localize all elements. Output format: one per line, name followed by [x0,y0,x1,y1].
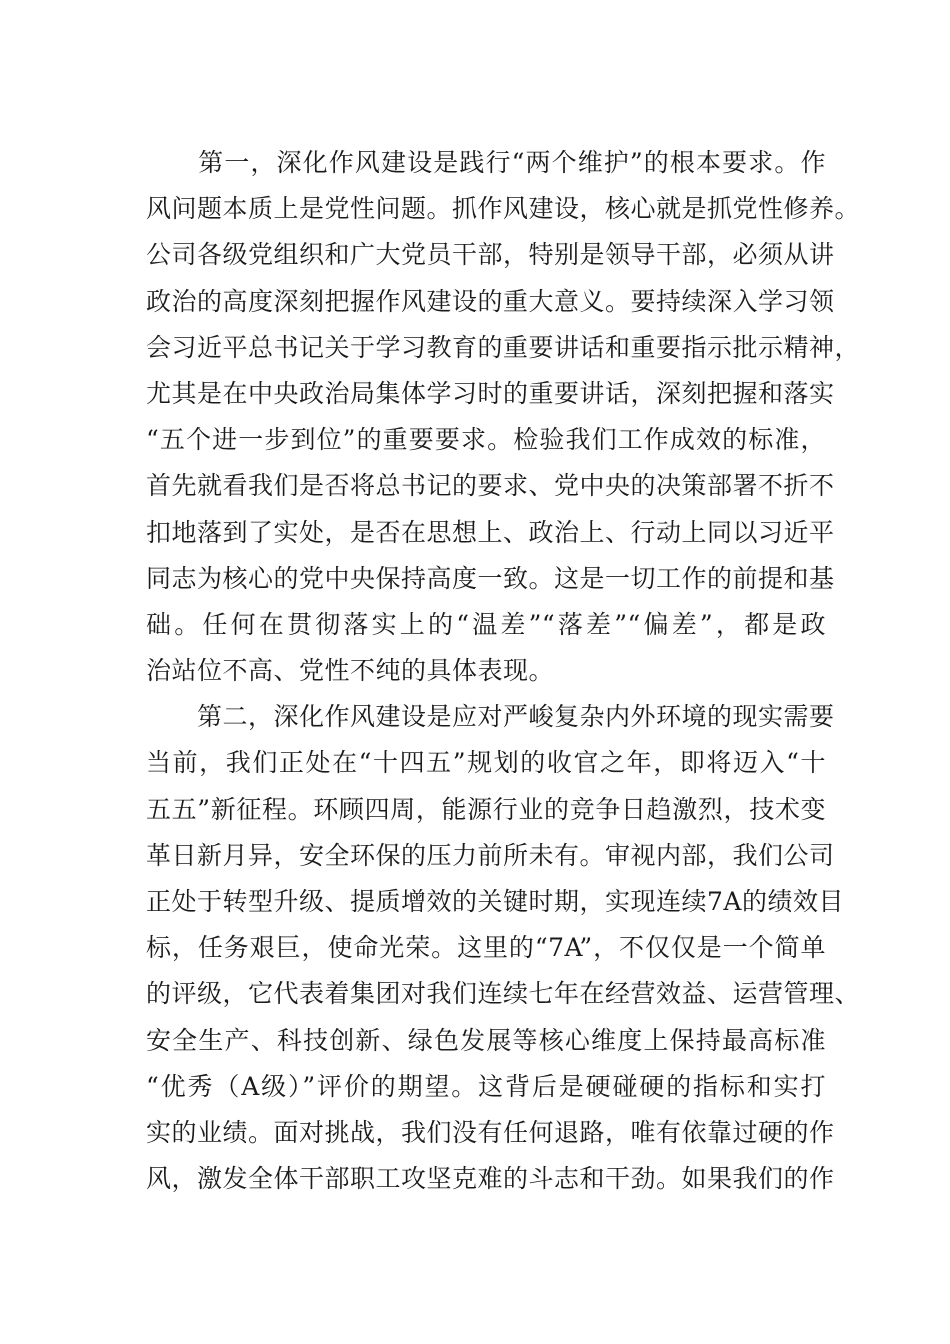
paragraph-2 [146,694,861,1202]
text-line: 当前，我们正处在“十四五”规划的收官之年，即将迈入“十 [146,748,826,778]
document-body [146,140,861,1202]
text-line: 础。任何在贯彻落实上的“温差”“落差”“偏差”，都是政 [146,609,826,639]
text-line: 安全生产、科技创新、绿色发展等核心维度上保持最高标准 [146,1025,826,1055]
text-line: 标，任务艰巨，使命光荣。这里的“7A”，不仅仅是一个简单 [146,933,826,963]
text-line: 公司各级党组织和广大党员干部，特别是领导干部，必须从讲 [146,240,835,270]
text-line: 五五”新征程。环顾四周，能源行业的竞争日趋激烈，技术变 [146,794,826,824]
text-line: 首先就看我们是否将总书记的要求、党中央的决策部署不折不 [146,471,835,501]
text-line: “优秀（A级）”评价的期望。这背后是硬碰硬的指标和实打 [146,1071,826,1101]
text-line: 尤其是在中央政治局集体学习时的重要讲话，深刻把握和落实 [146,378,835,408]
text-line: 的评级，它代表着集团对我们连续七年在经营效益、运营管理、 [146,979,861,1009]
text-line: 会习近平总书记关于学习教育的重要讲话和重要指示批示精神， [146,332,861,362]
text-line: 治站位不高、党性不纯的具体表现。 [146,656,555,686]
paragraph-1 [146,140,861,694]
text-line: 实的业绩。面对挑战，我们没有任何退路，唯有依靠过硬的作 [146,1117,835,1147]
text-line: 第一，深化作风建设是践行“两个维护”的根本要求。作 [146,148,826,177]
text-line: 第二，深化作风建设是应对严峻复杂内外环境的现实需要 [146,702,835,732]
text-line: 政治的高度深刻把握作风建设的重大意义。要持续深入学习领 [146,286,835,316]
text-line: 扣地落到了实处，是否在思想上、政治上、行动上同以习近平 [146,517,835,547]
text-line: “五个进一步到位”的重要要求。检验我们工作成效的标准， [146,425,826,455]
text-line: 风问题本质上是党性问题。抓作风建设，核心就是抓党性修养。 [146,194,861,224]
text-line: 正处于转型升级、提质增效的关键时期，实现连续7A的绩效目 [146,887,844,916]
text-line: 风，激发全体干部职工攻坚克难的斗志和干劲。如果我们的作 [146,1164,835,1194]
text-line: 革日新月异，安全环保的压力前所未有。审视内部，我们公司 [146,840,835,870]
text-line: 同志为核心的党中央保持高度一致。这是一切工作的前提和基 [146,563,835,593]
